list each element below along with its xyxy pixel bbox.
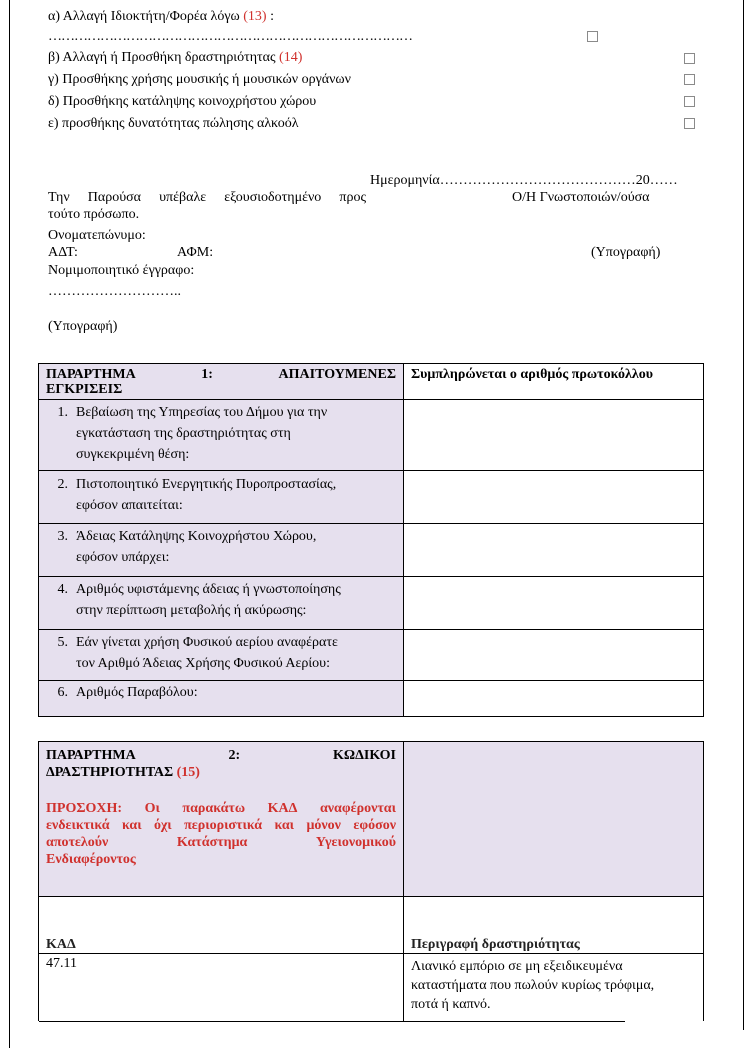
- item-number: 5.: [57, 635, 68, 650]
- item-line: στην περίπτωση μεταβολής ή ακύρωσης:: [76, 603, 307, 618]
- item-line: Εάν γίνεται χρήση Φυσικού αερίου αναφέρατε: [76, 635, 338, 650]
- item-line: εφόσον απαιτείται:: [76, 498, 183, 513]
- annex1-title-word: 1:: [201, 367, 213, 382]
- annex1-title-word: ΑΠΑΙΤΟΥΜΕΝΕΣ: [278, 367, 396, 382]
- adt-label: ΑΔΤ:: [48, 245, 78, 260]
- annex1-title-line2: ΕΓΚΡΙΣΕΙΣ: [46, 382, 123, 397]
- signature-right: (Υπογραφή): [591, 245, 661, 260]
- submitted-line-1-text: Την Παρούσα υπέβαλε εξουσιοδοτημένο προς: [48, 190, 366, 205]
- annex1-input-4[interactable]: [404, 577, 703, 629]
- description-line: καταστήματα που πωλούν κυρίως τρόφιμα,: [411, 978, 655, 993]
- warning-word: και: [274, 818, 295, 833]
- legal-doc-dots: ………………………..: [48, 284, 181, 299]
- annex2-title-ref: (15): [176, 765, 200, 780]
- annex1-input-3[interactable]: [404, 524, 703, 576]
- signature-left: (Υπογραφή): [48, 319, 118, 334]
- annex2-title-line2: ΔΡΑΣΤΗΡΙΟΤΗΤΑΣ: [46, 765, 177, 780]
- annex1-right-header: Συμπληρώνεται ο αριθμός πρωτοκόλλου: [411, 367, 653, 382]
- item-number: 6.: [57, 685, 68, 700]
- option-a-text: α) Αλλαγή Ιδιοκτήτη/Φορέα λόγω: [48, 9, 244, 24]
- warning-word: ΠΡΟΣΟΧΗ:: [46, 801, 123, 816]
- annex2-title-word: ΚΩΔΙΚΟΙ: [333, 748, 396, 763]
- item-line: Άδειας Κατάληψης Κοινοχρήστου Χώρου,: [76, 529, 317, 544]
- column-kad: ΚΑΔ: [46, 937, 76, 952]
- warning-word: ΚΑΔ: [267, 801, 298, 816]
- warning-word: αποτελούν: [46, 835, 109, 850]
- warning-word: περιοριστικά: [184, 818, 263, 833]
- legal-doc-label: Νομιμοποιητικό έγγραφο:: [48, 263, 195, 278]
- annex1-input-1[interactable]: [404, 400, 703, 470]
- item-number: 4.: [57, 582, 68, 597]
- checkbox-option-c[interactable]: [684, 74, 695, 85]
- option-e: ε) προσθήκης δυνατότητας πώλησης αλκοόλ: [48, 116, 299, 131]
- option-b: [48, 49, 302, 66]
- warning-word: όχι: [154, 818, 172, 833]
- annex2-title-word: 2:: [228, 748, 241, 763]
- annex2-warning: [46, 800, 396, 868]
- item-number: 2.: [57, 477, 68, 492]
- warning-word: Οι: [144, 801, 160, 816]
- item-line: Πιστοποιητικό Ενεργητικής Πυροπροστασίας,: [76, 477, 337, 492]
- item-line: εφόσον υπάρχει:: [76, 550, 170, 565]
- warning-word: αναφέρονται: [319, 801, 396, 816]
- option-c: γ) Προσθήκης χρήσης μουσικής ή μουσικών οργάνων: [48, 72, 351, 87]
- warning-word: παρακάτω: [182, 801, 246, 816]
- declarant-label: Ο/Η Γνωστοποιών/ούσα: [512, 190, 650, 205]
- date-field: Ημερομηνία……………………………………20……: [370, 173, 678, 188]
- item-line: τον Αριθμό Άδειας Χρήσης Φυσικού Αερίου:: [76, 656, 330, 671]
- item-line: συγκεκριμένη θέση:: [76, 447, 190, 462]
- warning-word: Υγειονομικού: [315, 835, 396, 850]
- item-line: Βεβαίωση της Υπηρεσίας του Δήμου για την: [76, 405, 328, 420]
- option-d: δ) Προσθήκης κατάληψης κοινοχρήστου χώρου: [48, 94, 317, 109]
- item-line: Αριθμός Παραβόλου:: [76, 685, 198, 700]
- warning-last-line: Ενδιαφέροντος: [46, 852, 136, 867]
- annex2-row-sep: [39, 953, 703, 954]
- page-border-left: [9, 0, 10, 1048]
- afm-label: ΑΦΜ:: [177, 245, 214, 260]
- annex2-bottom-line: [39, 1021, 625, 1022]
- item-number: 3.: [57, 529, 68, 544]
- annex1-title-word: ΠΑΡΑΡΤΗΜΑ: [46, 367, 136, 382]
- annex2-table: [38, 741, 704, 1021]
- checkbox-option-d[interactable]: [684, 96, 695, 107]
- annex2-title: [46, 747, 396, 781]
- annex2-column-divider: [403, 742, 404, 1022]
- annex2-row-sep: [39, 896, 703, 897]
- annex1-table: [38, 363, 704, 717]
- full-name-label: Ονοματεπώνυμο:: [48, 228, 146, 243]
- item-line: Αριθμός υφιστάμενης άδειας ή γνωστοποίησης: [76, 582, 341, 597]
- warning-word: Κατάστημα: [176, 835, 248, 850]
- option-a-colon: :: [266, 9, 274, 24]
- column-description: Περιγραφή δραστηριότητας: [411, 937, 580, 952]
- submitted-line-2: τούτο πρόσωπο.: [48, 207, 140, 222]
- warning-word: μόνον: [306, 818, 341, 833]
- checkbox-option-a[interactable]: [587, 31, 598, 42]
- kad-code: 47.11: [46, 956, 77, 971]
- kad-description: [411, 957, 701, 1014]
- submitted-line-1: [48, 189, 366, 206]
- warning-word: ενδεικτικά: [46, 818, 110, 833]
- option-a-ref: (13): [243, 9, 267, 24]
- checkbox-option-e[interactable]: [684, 118, 695, 129]
- description-line: Λιανικό εμπόριο σε μη εξειδικευμένα: [411, 959, 623, 974]
- annex2-title-word: ΠΑΡΑΡΤΗΜΑ: [46, 748, 136, 763]
- option-b-text: β) Αλλαγή ή Προσθήκη δραστηριότητας: [48, 50, 280, 65]
- warning-word: εφόσον: [353, 818, 396, 833]
- item-line: εγκατάσταση της δραστηριότητας στη: [76, 426, 291, 441]
- description-line: ποτά ή καπνό.: [411, 997, 491, 1012]
- option-b-ref: (14): [279, 50, 303, 65]
- annex1-input-6[interactable]: [404, 681, 703, 716]
- annex1-input-5[interactable]: [404, 630, 703, 680]
- item-number: 1.: [57, 405, 68, 420]
- warning-word: και: [122, 818, 142, 833]
- option-a: [48, 8, 274, 25]
- page-border-right: [743, 0, 744, 1030]
- option-a-dots: …………………………………………………………………………: [48, 29, 412, 44]
- annex1-title: [46, 367, 396, 397]
- annex1-input-2[interactable]: [404, 471, 703, 523]
- checkbox-option-b[interactable]: [684, 53, 695, 64]
